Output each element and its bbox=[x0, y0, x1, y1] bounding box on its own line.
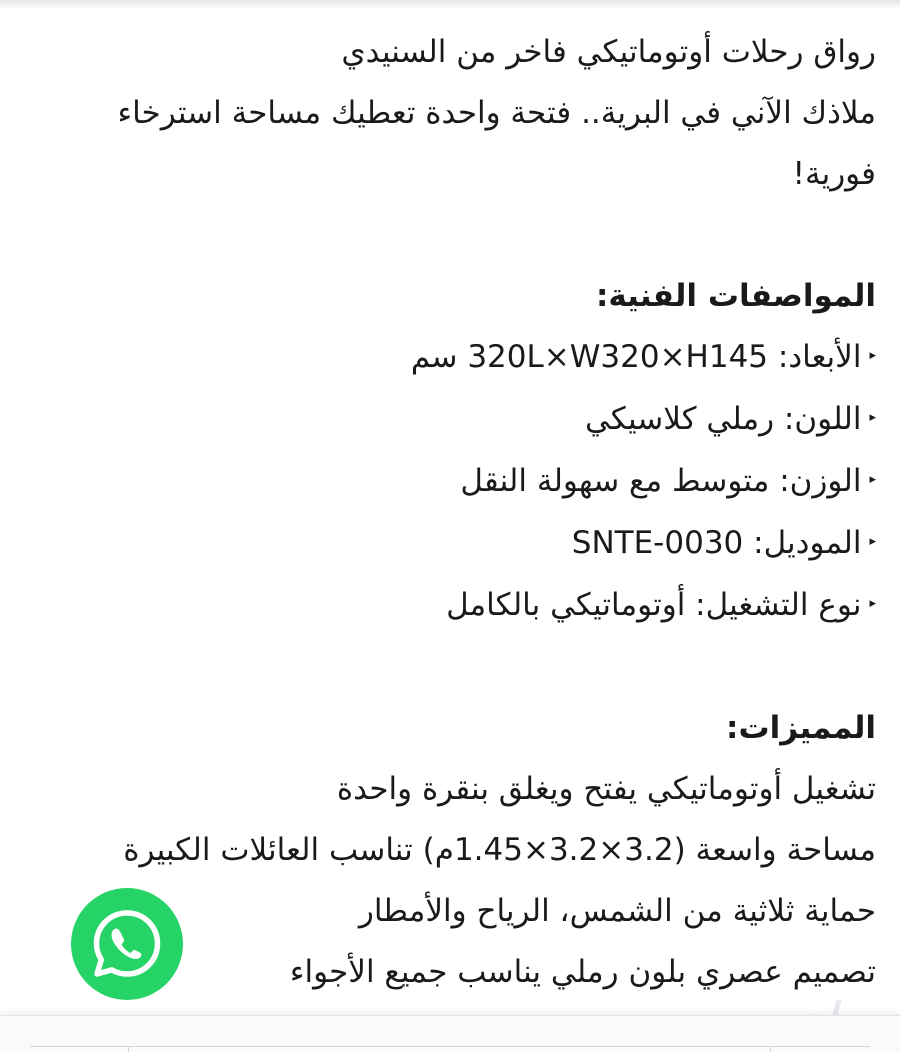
spacer bbox=[24, 637, 876, 698]
divider bbox=[128, 1046, 129, 1052]
spec-item-text: اللون: رملي كلاسيكي bbox=[584, 401, 862, 437]
spec-item bbox=[24, 389, 876, 451]
spacer bbox=[24, 205, 876, 266]
bottom-panel bbox=[0, 1015, 900, 1052]
specs-heading: المواصفات الفنية: bbox=[595, 278, 876, 314]
feature-item: تصميم عصري بلون رملي يناسب جميع الأجواء bbox=[289, 954, 876, 990]
spec-item-text: الموديل: SNTE-0030 bbox=[571, 525, 862, 561]
bullet-icon: ▸ bbox=[869, 534, 876, 549]
listing-description bbox=[24, 22, 876, 1003]
spec-item-text: الأبعاد: 320L×W320×H145 سم bbox=[410, 339, 862, 375]
whatsapp-icon bbox=[89, 906, 165, 982]
feature-item: حماية ثلاثية من الشمس، الرياح والأمطار bbox=[358, 893, 876, 929]
feature-item: تشغيل أوتوماتيكي يفتح ويغلق بنقرة واحدة bbox=[336, 771, 876, 807]
divider bbox=[30, 1046, 870, 1047]
divider bbox=[770, 1046, 771, 1052]
intro-line-3: فورية! bbox=[792, 156, 876, 192]
feature-item: مساحة واسعة (3.2×3.2×1.45م) تناسب العائلات الكبيرة bbox=[123, 832, 876, 868]
top-edge-shadow bbox=[0, 0, 900, 9]
spec-item bbox=[24, 327, 876, 389]
intro-line-1: رواق رحلات أوتوماتيكي فاخر من السنيدي bbox=[341, 34, 876, 70]
spec-item bbox=[24, 451, 876, 513]
intro-line-2: ملاذك الآني في البرية.. فتحة واحدة تعطيك مساحة استرخاء bbox=[117, 95, 876, 131]
spec-item-text: الوزن: متوسط مع سهولة النقل bbox=[460, 463, 862, 499]
spec-item bbox=[24, 575, 876, 637]
bullet-icon: ▸ bbox=[869, 410, 876, 425]
spec-item-text: نوع التشغيل: أوتوماتيكي بالكامل bbox=[446, 587, 862, 623]
spec-item bbox=[24, 513, 876, 575]
bullet-icon: ▸ bbox=[869, 596, 876, 611]
features-heading: المميزات: bbox=[726, 710, 876, 746]
bullet-icon: ▸ bbox=[869, 348, 876, 363]
bullet-icon: ▸ bbox=[869, 472, 876, 487]
whatsapp-button[interactable] bbox=[71, 888, 183, 1000]
